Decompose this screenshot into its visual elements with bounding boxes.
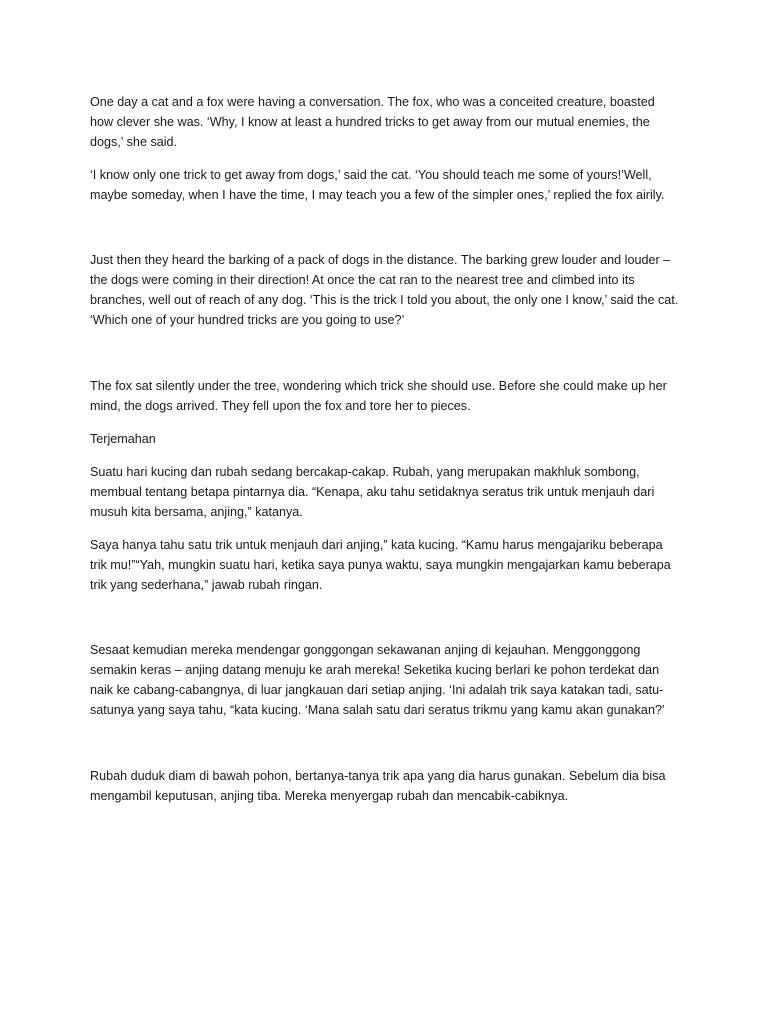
paragraph-translation-fox-fate: Rubah duduk diam di bawah pohon, bertanya-tanya trik apa yang dia harus gunakan. Sebelum dia bisa mengambil keputusan, anjing tiba. Mereka menyergap rubah dan mencabik-cabiknya. [90, 769, 666, 803]
paragraph-dogs-arrive: Just then they heard the barking of a pack of dogs in the distance. The barking grew louder and louder – the dogs were coming in their direction! At once the cat ran to the nearest tree and climbed into its branches, well out of reach of any dog. ‘This is the trick I told you about, the only one I know,’ said the cat. ‘Which one of your hundred tricks are you going to use?’ [90, 253, 679, 327]
paragraph-translation-dogs-arrive: Sesaat kemudian mereka mendengar gonggongan sekawanan anjing di kejauhan. Menggonggong semakin keras – anjing datang menuju ke arah mereka! Seketika kucing berlari ke pohon terdekat dan naik ke cabang-cabangnya, di luar jangkauan dari setiap anjing. ‘Ini adalah trik saya katakan tadi, satu-satunya yang saya tahu, “kata kucing. ‘Mana salah satu dari seratus trikmu yang kamu akan gunakan?' [90, 643, 665, 717]
paragraph-story-intro: One day a cat and a fox were having a conversation. The fox, who was a conceited creature, boasted how clever she was. ‘Why, I know at least a hundred tricks to get away from our mutual enemies, the dogs,’ she said. [90, 95, 655, 149]
paragraph-cat-reply: ‘I know only one trick to get away from dogs,’ said the cat. ‘You should teach me some of yours!’Well, maybe someday, when I have the time, I may teach you a few of the simpler ones,’ replied the fox airily. [90, 168, 665, 202]
translation-heading: Terjemahan [90, 432, 156, 446]
paragraph-translation-intro: Suatu hari kucing dan rubah sedang bercakap-cakap. Rubah, yang merupakan makhluk sombong, membual tentang betapa pintarnya dia. “Kenapa, aku tahu setidaknya seratus trik untuk menjauh dari musuh kita bersama, anjing,” katanya. [90, 465, 655, 519]
paragraph-fox-fate: The fox sat silently under the tree, wondering which trick she should use. Before she could make up her mind, the dogs arrived. They fell upon the fox and tore her to pieces. [90, 379, 667, 413]
paragraph-translation-cat-reply: Saya hanya tahu satu trik untuk menjauh dari anjing,” kata kucing. “Kamu harus mengajariku beberapa trik mu!”“Yah, mungkin suatu hari, ketika saya punya waktu, saya mungkin mengajarkan kamu beberapa trik yang sederhana,” jawab rubah ringan. [90, 538, 671, 592]
